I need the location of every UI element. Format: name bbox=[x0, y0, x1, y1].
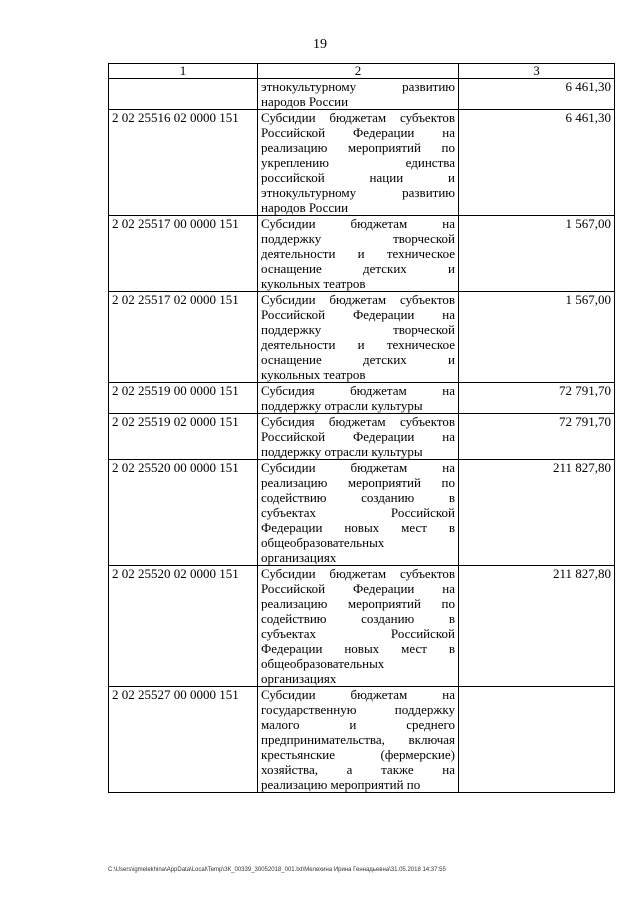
revenue-name-line: содействию созданию в bbox=[261, 611, 455, 626]
revenue-name-cell bbox=[258, 566, 459, 687]
table-row bbox=[109, 292, 615, 383]
revenue-name-line: Субсидии бюджетам субъектов bbox=[261, 110, 455, 125]
revenue-name-cell bbox=[258, 460, 459, 566]
revenue-name-line: этнокультурному развитию bbox=[261, 185, 455, 200]
revenue-name-line: Федерации новых мест в bbox=[261, 520, 455, 535]
revenue-name-line: российской нации и bbox=[261, 170, 455, 185]
column-header-2: 2 bbox=[258, 64, 459, 79]
revenue-name-cell bbox=[258, 383, 459, 414]
revenue-name-line: поддержку творческой bbox=[261, 231, 455, 246]
table-row bbox=[109, 110, 615, 216]
revenue-name-line: малого и среднего bbox=[261, 717, 455, 732]
revenue-name-line: Субсидии бюджетам субъектов bbox=[261, 292, 455, 307]
revenue-name-line: реализацию мероприятий по bbox=[261, 596, 455, 611]
revenue-name-cell bbox=[258, 110, 459, 216]
amount-cell: 1 567,00 bbox=[459, 292, 615, 383]
revenue-name-line: поддержку отрасли культуры bbox=[261, 444, 423, 459]
table-row bbox=[109, 414, 615, 460]
amount-cell: 1 567,00 bbox=[459, 216, 615, 292]
revenue-name-line: поддержку отрасли культуры bbox=[261, 398, 423, 413]
amount-cell: 211 827,80 bbox=[459, 460, 615, 566]
revenue-name-line: Субсидии бюджетам субъектов bbox=[261, 566, 455, 581]
revenue-name-line: этнокультурному развитию bbox=[261, 79, 455, 94]
amount-cell: 72 791,70 bbox=[459, 383, 615, 414]
revenue-name-line: Российской Федерации на bbox=[261, 581, 455, 596]
amount-cell: 72 791,70 bbox=[459, 414, 615, 460]
table-row bbox=[109, 383, 615, 414]
revenue-name-line: содействию созданию в bbox=[261, 490, 455, 505]
revenue-name-cell bbox=[258, 414, 459, 460]
budget-code-cell: 2 02 25519 00 0000 151 bbox=[109, 383, 258, 414]
revenue-name-line: организациях bbox=[261, 671, 337, 686]
budget-code-cell bbox=[109, 79, 258, 110]
amount-cell: 211 827,80 bbox=[459, 566, 615, 687]
revenue-name-line: общеобразовательных bbox=[261, 535, 385, 550]
budget-code-cell: 2 02 25516 02 0000 151 bbox=[109, 110, 258, 216]
revenue-name-line: Федерации новых мест в bbox=[261, 641, 455, 656]
revenue-name-line: субъектах Российской bbox=[261, 505, 455, 520]
revenue-name-line: Российской Федерации на bbox=[261, 125, 455, 140]
revenue-name-line: Субсидия бюджетам субъектов bbox=[261, 414, 455, 429]
column-header-1: 1 bbox=[109, 64, 258, 79]
revenue-table bbox=[108, 63, 615, 793]
revenue-name-line: народов России bbox=[261, 200, 349, 215]
revenue-name-line: предпринимательства, включая bbox=[261, 732, 455, 747]
table-row bbox=[109, 216, 615, 292]
revenue-name-line: организациях bbox=[261, 550, 337, 565]
revenue-name-cell bbox=[258, 216, 459, 292]
table-row bbox=[109, 687, 615, 793]
revenue-name-cell bbox=[258, 687, 459, 793]
revenue-name-cell bbox=[258, 79, 459, 110]
revenue-name-line: Российской Федерации на bbox=[261, 307, 455, 322]
revenue-name-line: народов России bbox=[261, 94, 349, 109]
table-row bbox=[109, 79, 615, 110]
revenue-name-line: государственную поддержку bbox=[261, 702, 455, 717]
budget-code-cell: 2 02 25527 00 0000 151 bbox=[109, 687, 258, 793]
revenue-name-line: укреплению единства bbox=[261, 155, 455, 170]
revenue-name-line: субъектах Российской bbox=[261, 626, 455, 641]
revenue-name-line: поддержку творческой bbox=[261, 322, 455, 337]
revenue-name-line: реализацию мероприятий по bbox=[261, 777, 421, 792]
budget-code-cell: 2 02 25520 02 0000 151 bbox=[109, 566, 258, 687]
revenue-name-line: реализацию мероприятий по bbox=[261, 140, 455, 155]
table-row bbox=[109, 566, 615, 687]
budget-code-cell: 2 02 25517 00 0000 151 bbox=[109, 216, 258, 292]
revenue-name-line: Российской Федерации на bbox=[261, 429, 455, 444]
table-row bbox=[109, 460, 615, 566]
footer-path: C:\Users\igmelekhina\AppData\Local\Temp\ЗК_00339_30052018_001.txt\Мелехина Ирина Геннадьевна\31.05.2018 14:37:55 bbox=[108, 867, 446, 873]
revenue-name-line: оснащение детских и bbox=[261, 352, 455, 367]
revenue-name-line: деятельности и техническое bbox=[261, 337, 455, 352]
amount-cell bbox=[459, 687, 615, 793]
revenue-name-line: Субсидии бюджетам на bbox=[261, 460, 455, 475]
revenue-name-line: кукольных театров bbox=[261, 367, 366, 382]
revenue-name-line: Субсидия бюджетам на bbox=[261, 383, 455, 398]
column-header-3: 3 bbox=[459, 64, 615, 79]
revenue-name-line: общеобразовательных bbox=[261, 656, 385, 671]
revenue-name-line: Субсидии бюджетам на bbox=[261, 216, 455, 231]
budget-code-cell: 2 02 25519 02 0000 151 bbox=[109, 414, 258, 460]
revenue-name-line: крестьянские (фермерские) bbox=[261, 747, 455, 762]
revenue-name-line: кукольных театров bbox=[261, 276, 366, 291]
budget-code-cell: 2 02 25520 00 0000 151 bbox=[109, 460, 258, 566]
revenue-name-line: Субсидии бюджетам на bbox=[261, 687, 455, 702]
budget-code-cell: 2 02 25517 02 0000 151 bbox=[109, 292, 258, 383]
revenue-name-line: хозяйства, а также на bbox=[261, 762, 455, 777]
amount-cell: 6 461,30 bbox=[459, 79, 615, 110]
amount-cell: 6 461,30 bbox=[459, 110, 615, 216]
revenue-name-line: реализацию мероприятий по bbox=[261, 475, 455, 490]
page-number: 19 bbox=[313, 37, 327, 52]
revenue-name-line: деятельности и техническое bbox=[261, 246, 455, 261]
table-header-row bbox=[109, 64, 615, 79]
revenue-name-cell bbox=[258, 292, 459, 383]
revenue-name-line: оснащение детских и bbox=[261, 261, 455, 276]
